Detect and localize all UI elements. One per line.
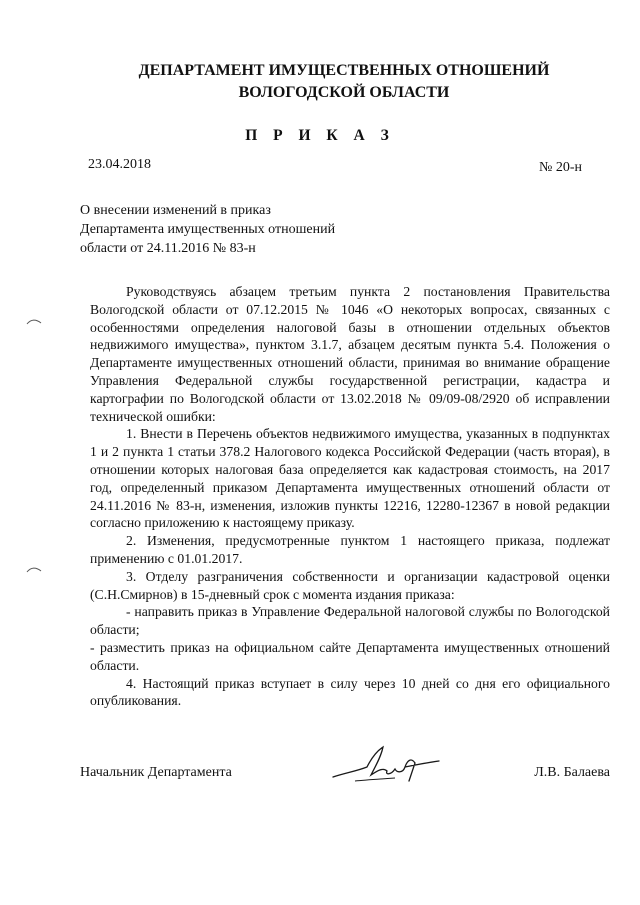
body-item-3a: - направить приказ в Управление Федеральной налоговой службы по Вологодской области;: [90, 604, 610, 638]
header-line-2: ВОЛОГОДСКОЙ ОБЛАСТИ: [238, 84, 450, 101]
document-body: [90, 283, 610, 710]
margin-scan-mark: [26, 318, 42, 326]
document-date: 23.04.2018: [88, 157, 151, 172]
signature-block: [80, 765, 610, 795]
header-line-1: ДЕПАРТАМЕНТ ИМУЩЕСТВЕННЫХ ОТНОШЕНИЙ: [138, 62, 550, 79]
body-item-4: 4. Настоящий приказ вступает в силу через 10 дней со дня его официального опубликования.: [90, 675, 610, 709]
subject-line-3: области от 24.11.2016 № 83-н: [80, 241, 256, 256]
document-number: № 20-н: [538, 160, 582, 175]
document-type-title: П Р И К А З: [245, 127, 395, 144]
body-item-1: 1. Внести в Перечень объектов недвижимого имущества, указанных в подпунктах 1 и 2 пункта 1 статьи 378.2 Налогового кодекса Российской Федерации (часть вторая), в отношении которых налоговая база определяется как кадастровая стоимость, на 2017 год, определенный приказом Департамента имущественных отношений области от 24.11.2016 № 83-н, изменения, изложив пункты 12216, 12280-12367 в новой редакции согласно приложению к настоящему приказу.: [90, 426, 610, 531]
signatory-name: Л.В. Балаева: [534, 765, 610, 780]
department-header: [60, 60, 628, 104]
subject-line-2: Департамента имущественных отношений: [80, 222, 336, 237]
handwritten-signature: [325, 737, 445, 792]
subject-line-1: О внесении изменений в приказ: [80, 203, 271, 218]
body-preamble: Руководствуясь абзацем третьим пункта 2 постановления Правительства Вологодской области от 07.12.2015 № 1046 «О некоторых вопросах, связанных с особенностями определения налоговой базы в отношении отдельных объектов недвижимого имущества», пунктом 3.1.7, абзацем десятым пункта 5.4. Положения о Департаменте имущественных отношений области, принимая во внимание обращение Управления Федеральной службы государственной регистрации, кадастра и картографии по Вологодской области от 13.02.2018 № 09/09-08/2920 об исправлении технической ошибки:: [90, 284, 610, 424]
margin-scan-mark: [26, 566, 42, 574]
signatory-title: Начальник Департамента: [80, 765, 232, 780]
body-item-3: 3. Отделу разграничения собственности и организации кадастровой оценки (С.Н.Смирнов) в 15-дневный срок с момента издания приказа:: [90, 568, 610, 602]
body-item-2: 2. Изменения, предусмотренные пунктом 1 настоящего приказа, подлежат применению с 01.01.2017.: [90, 533, 610, 566]
document-subject: [80, 201, 400, 258]
body-item-3b: - разместить приказ на официальном сайте Департамента имущественных отношений области.: [90, 639, 610, 673]
